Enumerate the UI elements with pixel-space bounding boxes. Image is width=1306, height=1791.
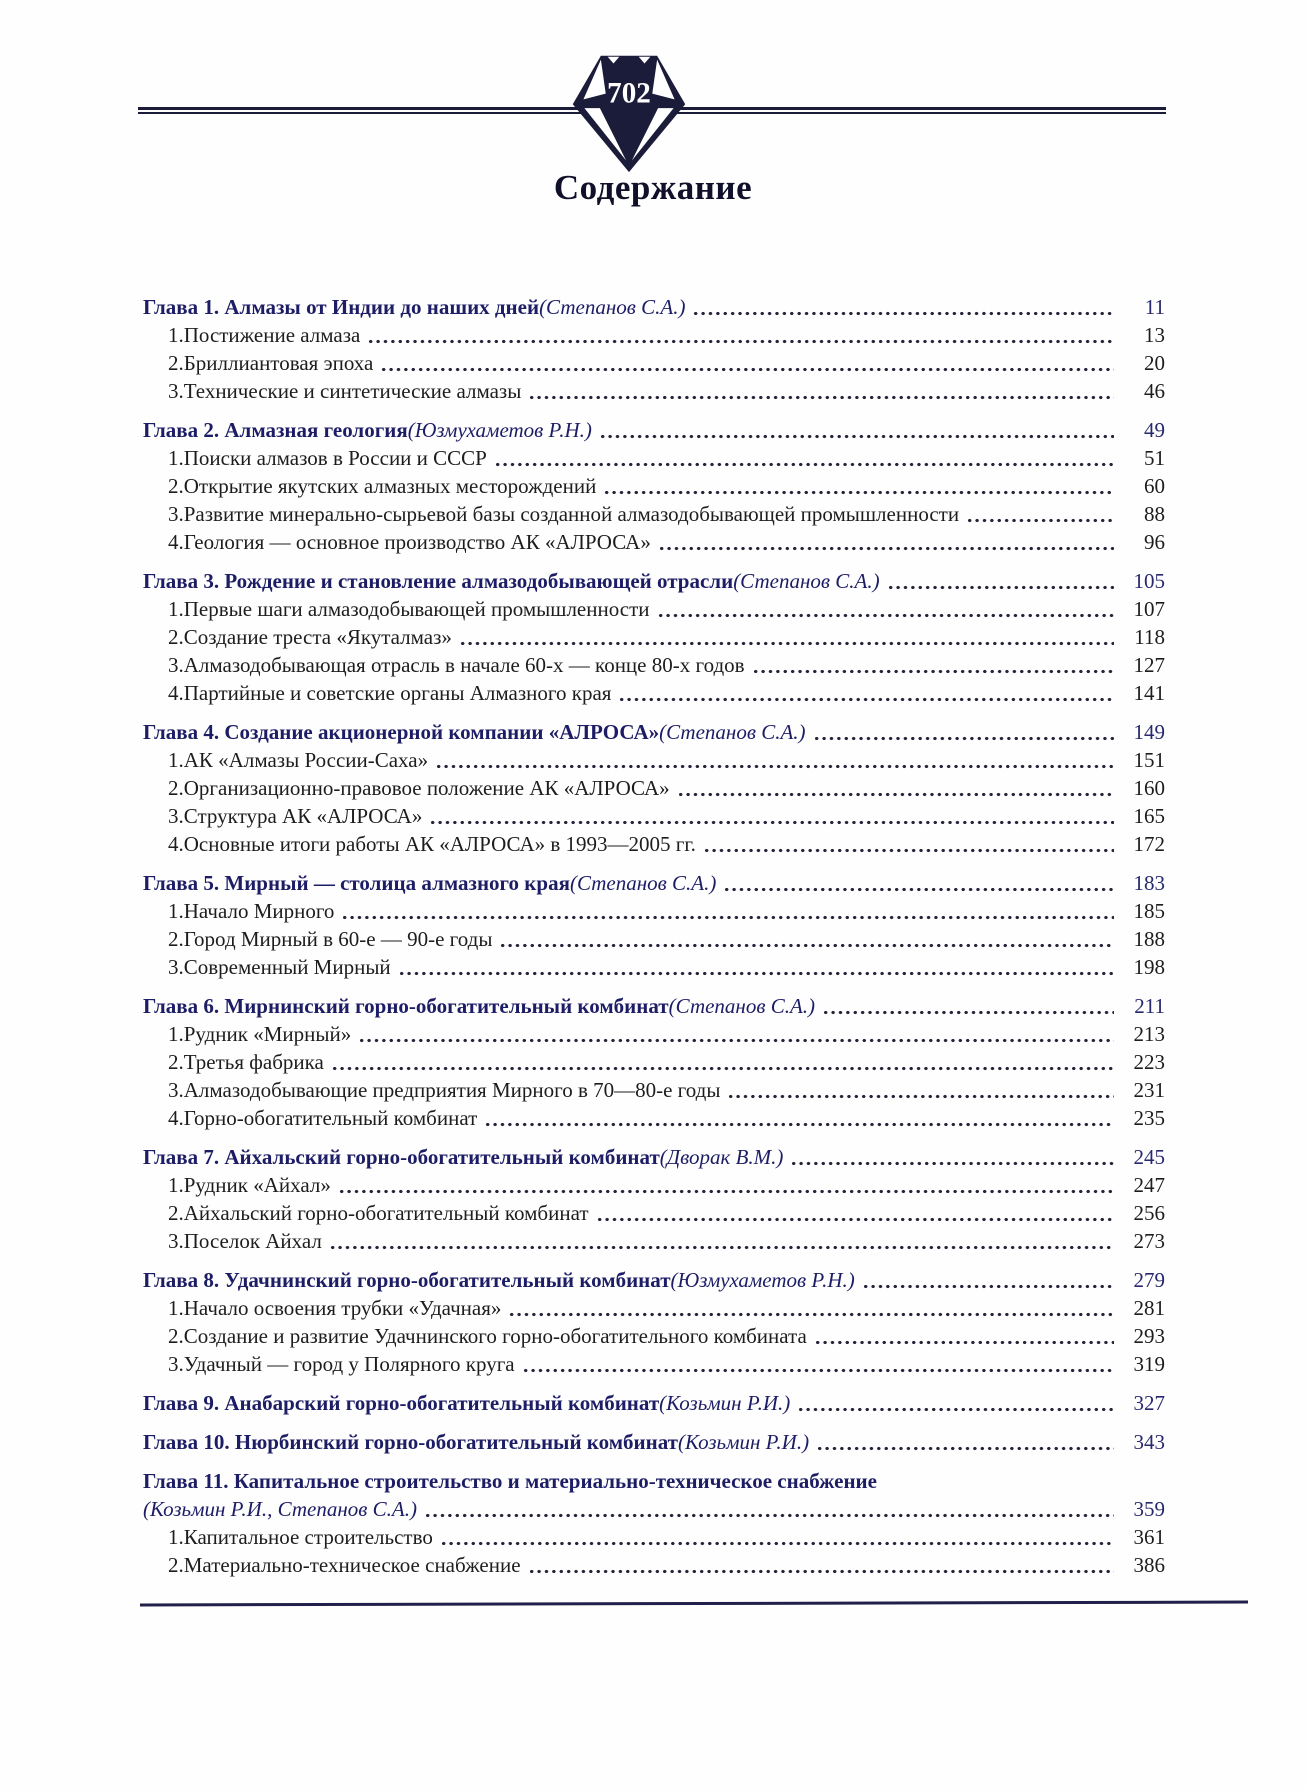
toc-section-number: 4.: [168, 832, 184, 856]
dot-leader: [658, 546, 1114, 551]
toc-chapter-title: Нюрбинский горно-обогатительный комбинат: [234, 1430, 678, 1454]
dot-leader: [329, 1245, 1114, 1250]
toc-chapter-title: Мирнинский горно-обогатительный комбинат: [224, 994, 669, 1018]
toc-chapter-title: Мирный — столица алмазного края: [224, 871, 570, 895]
toc-section-number: 1.: [168, 1296, 184, 1320]
toc-page-number: 281: [1133, 1296, 1165, 1320]
toc-chapter-row: [143, 992, 1165, 1020]
toc-chapter-row: [143, 1389, 1165, 1417]
toc-section-title: Современный Мирный: [183, 955, 391, 979]
toc-section-title: Алмазодобывающие предприятия Мирного в 70—80-е годы: [183, 1078, 721, 1102]
toc-section-row: [143, 1227, 1165, 1255]
toc-section-row: [143, 500, 1165, 528]
toc-section-row: [143, 444, 1165, 472]
toc-page-number: 13: [1144, 323, 1165, 347]
toc-chapter-title: Капитальное строительство и материально-техническое снабжение: [233, 1469, 877, 1493]
dot-leader: [338, 1189, 1114, 1194]
dot-leader: [752, 669, 1114, 674]
dot-leader: [862, 1284, 1114, 1289]
toc-section-row: [143, 802, 1165, 830]
toc-page-number: 165: [1133, 804, 1165, 828]
dot-leader: [813, 736, 1114, 741]
dot-leader: [522, 1368, 1114, 1373]
toc-section-number: 2.: [168, 351, 184, 375]
toc-page-number: 386: [1133, 1553, 1165, 1577]
toc-section-number: 2.: [168, 1201, 184, 1225]
toc-section-title: Организационно-правовое положение АК «АЛРОСА»: [183, 776, 670, 800]
toc-section-number: 2.: [168, 1324, 184, 1348]
toc-chapter-title: Алмазы от Индии до наших дней: [224, 295, 540, 319]
dot-leader: [494, 462, 1114, 467]
toc-section-title: Поиски алмазов в России и СССР: [183, 446, 487, 470]
dot-leader: [596, 1217, 1114, 1222]
toc-chapter-title: Создание акционерной компании «АЛРОСА»: [224, 720, 660, 744]
toc-section-number: 2.: [168, 1050, 184, 1074]
toc-chapter-author: (Юзмухаметов Р.Н.): [670, 1268, 855, 1292]
toc-section-title: Партийные и советские органы Алмазного края: [183, 681, 612, 705]
dot-leader: [822, 1010, 1114, 1015]
dot-leader: [499, 943, 1114, 948]
toc-page-number: 185: [1133, 899, 1165, 923]
toc-section-number: 2.: [168, 625, 184, 649]
toc-section-row: [143, 1350, 1165, 1378]
toc-page-number: 127: [1133, 653, 1165, 677]
toc-chapter-row: [143, 416, 1165, 444]
dot-leader: [618, 697, 1114, 702]
toc-page-number: 223: [1133, 1050, 1165, 1074]
toc-section-row: [143, 679, 1165, 707]
toc-chapter-row: [143, 1467, 1165, 1495]
toc-page-number: 319: [1133, 1352, 1165, 1376]
toc-section-number: 1.: [168, 748, 184, 772]
toc-page-number: 279: [1133, 1268, 1165, 1292]
toc-section-row: [143, 595, 1165, 623]
toc-section-title: Открытие якутских алмазных месторождений: [183, 474, 597, 498]
toc-chapter-label: Глава 4.: [143, 720, 225, 744]
toc-chapter-label: Глава 10.: [143, 1430, 235, 1454]
diamond-icon: [570, 48, 688, 176]
toc-page-number: 359: [1133, 1497, 1165, 1521]
toc-chapter-title: Анабарский горно-обогатительный комбинат: [224, 1391, 660, 1415]
footer-rule: [140, 1601, 1248, 1607]
toc-section-row: [143, 321, 1165, 349]
toc-chapter-author-row: [143, 1495, 1165, 1523]
toc-section-row: [143, 472, 1165, 500]
toc-page-number: 198: [1133, 955, 1165, 979]
toc-section-number: 3.: [168, 1352, 184, 1376]
toc-section-number: 1.: [168, 899, 184, 923]
toc-chapter-label: Глава 7.: [143, 1145, 225, 1169]
toc-section-title: Постижение алмаза: [183, 323, 361, 347]
toc-section-row: [143, 774, 1165, 802]
toc-page-number: 343: [1133, 1430, 1165, 1454]
toc-chapter-author: (Степанов С.А.): [668, 994, 816, 1018]
toc-section-row: [143, 528, 1165, 556]
toc-chapter-author: (Степанов С.А.): [539, 295, 686, 319]
dot-leader: [657, 613, 1115, 618]
dot-leader: [331, 1066, 1114, 1071]
toc-page-number: 51: [1144, 446, 1165, 470]
toc-page-number: 327: [1133, 1391, 1165, 1415]
toc-section-row: [143, 1523, 1165, 1551]
dot-leader: [380, 367, 1114, 372]
toc-chapter-row: [143, 1428, 1165, 1456]
toc-page-number: 256: [1133, 1201, 1165, 1225]
toc-chapter-author: (Козьмин Р.И., Степанов С.А.): [143, 1497, 417, 1521]
toc-section-title: Капитальное строительство: [183, 1525, 433, 1549]
toc-section-row: [143, 623, 1165, 651]
toc-chapter-label: Глава 11.: [143, 1469, 234, 1493]
toc-page-number: 245: [1133, 1145, 1165, 1169]
toc-page-number: 151: [1133, 748, 1165, 772]
dot-leader: [790, 1161, 1114, 1166]
toc-chapter-label: Глава 3.: [143, 569, 225, 593]
toc-chapter-title: Удачнинский горно-обогатительный комбинат: [224, 1268, 671, 1292]
toc-section-number: 3.: [168, 1078, 184, 1102]
table-of-contents: [143, 282, 1165, 1579]
dot-leader: [435, 764, 1114, 769]
toc-chapter-author: (Степанов С.А.): [659, 720, 806, 744]
toc-page-number: 183: [1133, 871, 1165, 895]
dot-leader: [816, 1446, 1114, 1451]
toc-section-title: Третья фабрика: [183, 1050, 324, 1074]
toc-section-row: [143, 953, 1165, 981]
toc-chapter-row: [143, 1266, 1165, 1294]
toc-section-title: Создание и развитие Удачнинского горно-обогатительного комбината: [183, 1324, 807, 1348]
toc-chapter-row: [143, 1143, 1165, 1171]
dot-leader: [398, 971, 1114, 976]
toc-page-number: 20: [1144, 351, 1165, 375]
toc-page-number: 118: [1134, 625, 1165, 649]
toc-section-title: Бриллиантовая эпоха: [183, 351, 374, 375]
toc-page-number: 46: [1144, 379, 1165, 403]
toc-page-number: 361: [1133, 1525, 1165, 1549]
toc-section-number: 4.: [168, 530, 184, 554]
toc-page-number: 49: [1144, 418, 1165, 442]
toc-section-number: 2.: [168, 776, 184, 800]
toc-chapter-label: Глава 1.: [143, 295, 225, 319]
toc-chapter-row: [143, 293, 1165, 321]
toc-page-number: 105: [1133, 569, 1165, 593]
toc-page-number: 293: [1133, 1324, 1165, 1348]
toc-section-number: 4.: [168, 681, 184, 705]
toc-section-number: 3.: [168, 502, 184, 526]
dot-leader: [966, 518, 1114, 523]
page-title: Содержание: [553, 168, 753, 207]
dot-leader: [440, 1541, 1114, 1546]
toc-chapter-author: (Юзмухаметов Р.Н.): [407, 418, 592, 442]
toc-section-title: Начало освоения трубки «Удачная»: [183, 1296, 502, 1320]
toc-page-number: 235: [1133, 1106, 1165, 1130]
dot-leader: [797, 1407, 1114, 1412]
toc-section-number: 3.: [168, 379, 184, 403]
toc-section-number: 1.: [168, 597, 184, 621]
dot-leader: [814, 1340, 1114, 1345]
toc-section-row: [143, 377, 1165, 405]
toc-page-number: 211: [1134, 994, 1165, 1018]
toc-chapter-author: (Козьмин Р.И.): [678, 1430, 810, 1454]
toc-chapter-row: [143, 718, 1165, 746]
toc-chapter-title: Айхальский горно-обогатительный комбинат: [224, 1145, 660, 1169]
dot-leader: [677, 792, 1114, 797]
toc-section-row: [143, 1020, 1165, 1048]
toc-section-title: Горно-обогатительный комбинат: [183, 1106, 478, 1130]
toc-chapter-label: Глава 9.: [143, 1391, 225, 1415]
toc-page-number: 273: [1133, 1229, 1165, 1253]
toc-section-number: 3.: [168, 653, 184, 677]
toc-section-row: [143, 1294, 1165, 1322]
dot-leader: [603, 490, 1114, 495]
toc-section-number: 3.: [168, 1229, 184, 1253]
toc-page-number: 160: [1133, 776, 1165, 800]
toc-section-row: [143, 1322, 1165, 1350]
toc-page-number: 96: [1144, 530, 1165, 554]
toc-chapter-author: (Степанов С.А.): [569, 871, 717, 895]
toc-section-title: Город Мирный в 60-е — 90-е годы: [183, 927, 493, 951]
toc-section-number: 2.: [168, 927, 184, 951]
toc-section-title: Геология — основное производство АК «АЛРОСА»: [183, 530, 651, 554]
toc-section-number: 1.: [168, 323, 184, 347]
toc-section-row: [143, 897, 1165, 925]
dot-leader: [887, 585, 1114, 590]
dot-leader: [367, 339, 1114, 344]
toc-section-title: Основные итоги работы АК «АЛРОСА» в 1993—2005 гг.: [183, 832, 696, 856]
toc-section-number: 2.: [168, 474, 184, 498]
toc-section-row: [143, 925, 1165, 953]
toc-section-title: Технические и синтетические алмазы: [183, 379, 522, 403]
toc-section-title: Создание треста «Якуталмаз»: [183, 625, 452, 649]
dot-leader: [358, 1038, 1114, 1043]
toc-page-number: 188: [1133, 927, 1165, 951]
toc-chapter-author: (Козьмин Р.И.): [659, 1391, 791, 1415]
toc-page-number: 141: [1133, 681, 1165, 705]
toc-section-number: 2.: [168, 1553, 184, 1577]
toc-section-title: Первые шаги алмазодобывающей промышленности: [183, 597, 650, 621]
toc-section-number: 1.: [168, 1022, 184, 1046]
dot-leader: [703, 848, 1114, 853]
dot-leader: [484, 1122, 1114, 1127]
toc-chapter-title: Рождение и становление алмазодобывающей отрасли: [224, 569, 734, 593]
toc-section-row: [143, 1551, 1165, 1579]
toc-section-title: Айхальский горно-обогатительный комбинат: [183, 1201, 589, 1225]
toc-chapter-label: Глава 5.: [143, 871, 225, 895]
toc-page-number: 213: [1133, 1022, 1165, 1046]
toc-chapter-label: Глава 6.: [143, 994, 225, 1018]
toc-section-title: Развитие минерально-сырьевой базы созданной алмазодобывающей промышленности: [183, 502, 960, 526]
dot-leader: [599, 434, 1114, 439]
toc-section-title: Рудник «Айхал»: [183, 1173, 331, 1197]
toc-chapter-author: (Степанов С.А.): [733, 569, 880, 593]
toc-section-title: Структура АК «АЛРОСА»: [183, 804, 423, 828]
toc-section-number: 1.: [168, 1173, 184, 1197]
toc-section-row: [143, 746, 1165, 774]
toc-section-title: Поселок Айхал: [183, 1229, 322, 1253]
toc-chapter-row: [143, 869, 1165, 897]
toc-page-number: 247: [1133, 1173, 1165, 1197]
toc-section-row: [143, 1104, 1165, 1132]
toc-chapter-label: Глава 8.: [143, 1268, 225, 1292]
toc-page-number: 88: [1144, 502, 1165, 526]
toc-page-number: 149: [1133, 720, 1165, 744]
toc-section-number: 3.: [168, 955, 184, 979]
toc-section-title: Алмазодобывающая отрасль в начале 60-х — конце 80-х годов: [183, 653, 745, 677]
toc-chapter-row: [143, 567, 1165, 595]
dot-leader: [424, 1513, 1114, 1518]
toc-page-number: 107: [1133, 597, 1165, 621]
toc-section-title: АК «Алмазы России-Саха»: [183, 748, 429, 772]
dot-leader: [723, 887, 1114, 892]
toc-section-number: 1.: [168, 446, 184, 470]
dot-leader: [692, 311, 1114, 316]
toc-page-number: 172: [1133, 832, 1165, 856]
toc-chapter-label: Глава 2.: [143, 418, 225, 442]
toc-section-title: Материально-техническое снабжение: [183, 1553, 521, 1577]
dot-leader: [528, 395, 1114, 400]
toc-chapter-author: (Дворак В.М.): [659, 1145, 784, 1169]
toc-section-row: [143, 1199, 1165, 1227]
dot-leader: [341, 915, 1114, 920]
dot-leader: [459, 641, 1114, 646]
dot-leader: [429, 820, 1114, 825]
toc-section-number: 3.: [168, 804, 184, 828]
toc-section-title: Начало Мирного: [183, 899, 335, 923]
toc-chapter-title: Алмазная геология: [224, 418, 408, 442]
toc-section-row: [143, 651, 1165, 679]
toc-section-row: [143, 1048, 1165, 1076]
toc-page-number: 231: [1133, 1078, 1165, 1102]
toc-page-number: 60: [1144, 474, 1165, 498]
dot-leader: [727, 1094, 1114, 1099]
dot-leader: [508, 1312, 1114, 1317]
toc-section-title: Удачный — город у Полярного круга: [183, 1352, 515, 1376]
ornament-page-number: 702: [607, 77, 651, 110]
toc-section-row: [143, 1171, 1165, 1199]
toc-section-number: 4.: [168, 1106, 184, 1130]
toc-section-title: Рудник «Мирный»: [183, 1022, 352, 1046]
toc-section-number: 1.: [168, 1525, 184, 1549]
toc-section-row: [143, 349, 1165, 377]
toc-section-row: [143, 1076, 1165, 1104]
dot-leader: [528, 1569, 1114, 1574]
toc-page-number: 11: [1144, 295, 1165, 319]
toc-section-row: [143, 830, 1165, 858]
